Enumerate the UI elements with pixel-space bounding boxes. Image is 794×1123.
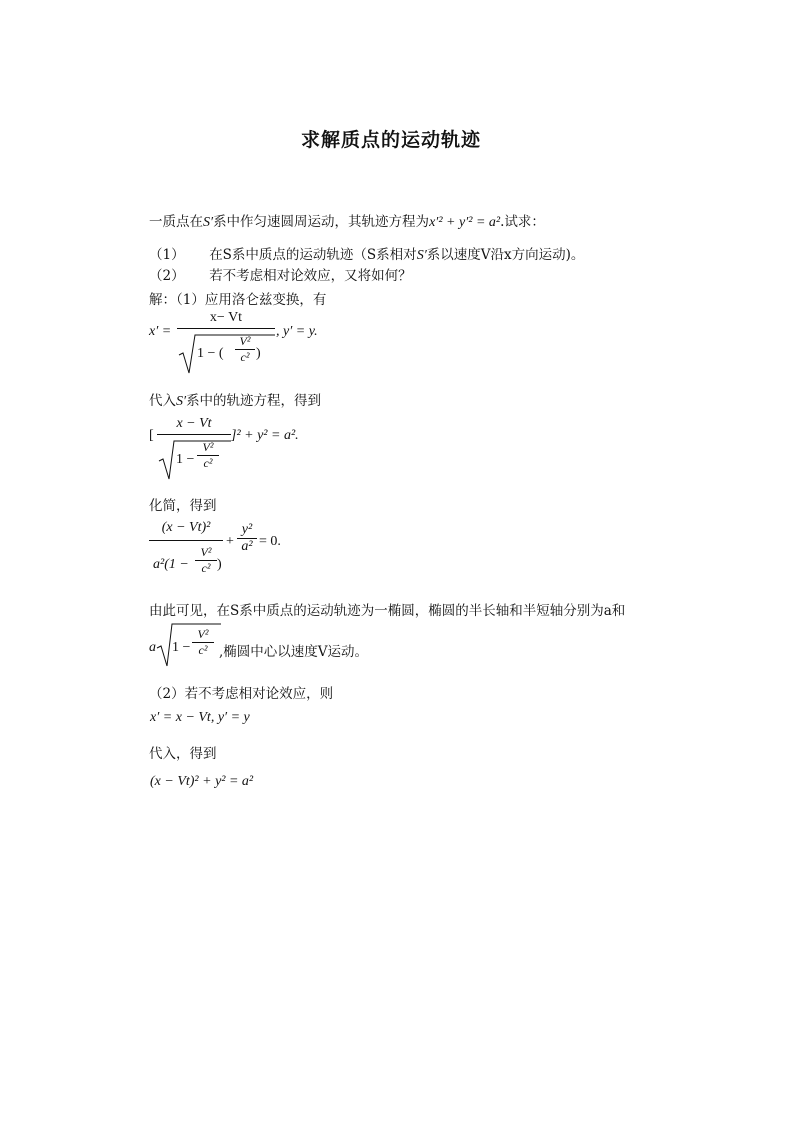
conclusion-line1: 由此可见，在S系中质点的运动轨迹为一椭圆，椭圆的半长轴和半短轴分别为a和 [149,603,626,619]
conclusion-line2: ,椭圆中心以速度V运动。 [219,644,369,660]
lorentz-lhs: x′ = [149,324,172,339]
question-2 [149,264,412,284]
question-1 [149,243,584,264]
frame-s-prime: S′ [203,215,214,230]
question-1-text: 在S系中质点的运动轨迹（S系相对 [209,247,417,263]
problem-statement [149,210,545,231]
eq3-numerator: (x − Vt)² [161,520,211,535]
question-2-number: （2） [149,268,185,284]
intro-text-before: 一质点在 [149,214,203,230]
v-squared: V² [202,440,214,454]
v-squared: V² [239,334,251,348]
c-squared: c² [203,456,213,470]
plus-sign: + [226,534,234,549]
lorentz-close: ) [256,346,261,361]
page-title: 求解质点的运动轨迹 [301,129,482,151]
substitute-frame: S′ [176,394,187,409]
axis-a: a [149,640,156,655]
axis-radical-text: 1 − [172,640,191,655]
question-1-frame: S′ [416,248,427,263]
lorentz-numerator: x− Vt [209,310,243,325]
substitute2-text: 代入，得到 [149,746,217,762]
lorentz-radical-text: 1 − ( [197,346,224,361]
c-squared: c² [198,643,208,657]
v-squared: V² [200,545,212,559]
galilean-transform: x′ = x − Vt, y′ = y [150,710,250,725]
c-squared: c² [240,350,250,364]
final-equation: (x − Vt)² + y² = a² [150,774,254,789]
question-2-text: 若不考虑相对论效应，又将如何？ [209,268,412,284]
question-1-text-after: 系以速度V沿x方向运动)。 [426,247,585,263]
intro-text-middle: 系中作匀速圆周运动，其轨迹方程为 [213,214,430,230]
solution-part2-intro: （2）若不考虑相对论效应，则 [149,686,334,702]
simplify-text: 化简，得到 [149,498,217,514]
c-squared: c² [201,561,211,575]
eq3-num2: y² [241,522,253,537]
eq3-denominator-close: ) [217,557,222,572]
eq3-den2: a² [241,539,253,554]
eq2-numerator: x − Vt [176,416,212,431]
eq3-rest: = 0. [259,534,281,549]
eq3-denominator: a²(1 − [153,557,189,572]
substitute-line [149,389,321,410]
trajectory-equation: x′² + y′² = a² [429,215,501,230]
bracket-open: [ [149,428,154,443]
v-squared: V² [197,627,209,641]
solution-part1-intro: 解：（1）应用洛仑兹变换，有 [149,292,327,308]
substitute-before: 代入 [149,393,176,409]
question-1-number: （1） [149,247,185,263]
eq2-rest: ]² + y² = a². [231,428,299,443]
lorentz-rest: , y′ = y. [276,324,318,339]
intro-text-after: .试求： [500,214,545,230]
substitute-after: 系中的轨迹方程，得到 [186,393,322,409]
eq2-radical-text: 1 − [176,452,195,467]
